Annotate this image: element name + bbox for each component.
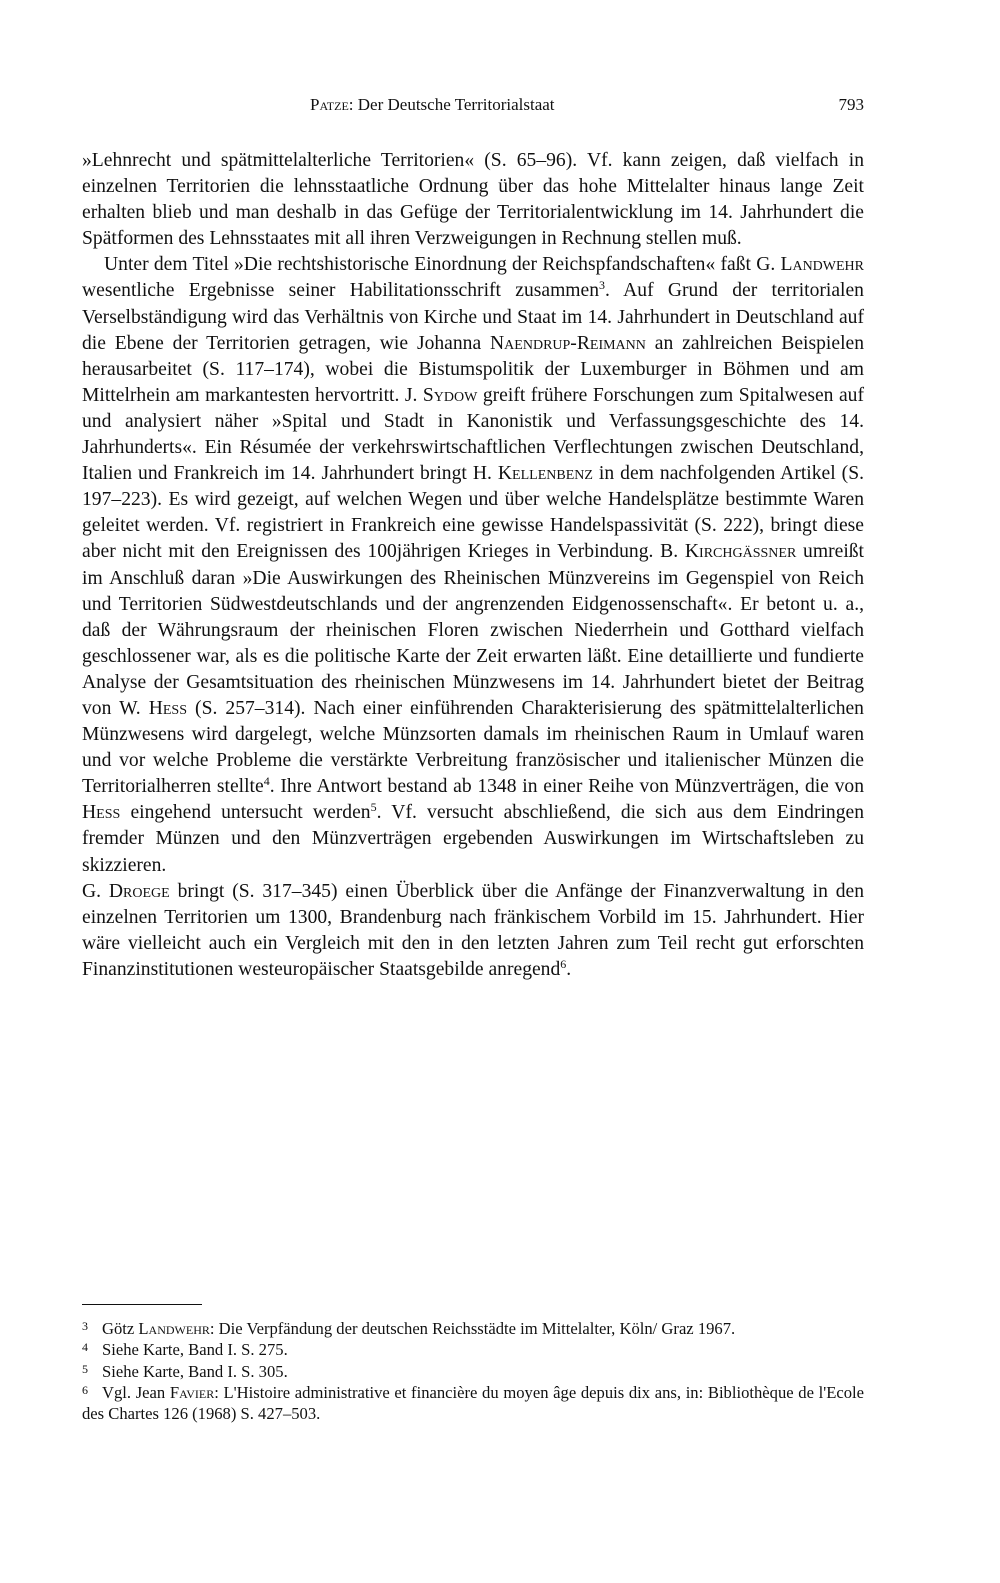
text-run: . xyxy=(566,958,572,980)
footnote-separator xyxy=(82,1304,202,1305)
footnote-5: 5 Siehe Karte, Band I. S. 305. xyxy=(82,1361,288,1381)
header-author: Patze xyxy=(310,95,349,114)
footnote-ref: 4 xyxy=(263,774,270,789)
text-run: »Lehnrecht und spätmittelalterliche Territorien« (S. 65–96). Vf. kann zeigen, daß vielfach in einzelnen Territorien die lehnsstaatliche Ordnung über das hohe Mittelalter hinaus lange Zeit erhalten blieb und man deshalb in das Gefüge der Territorialentwicklung im 14. Jahrhundert die Spätformen des Lehnsstaates mit all ihren Verzweigungen in Rechnung stellen muß. xyxy=(82,150,864,250)
author-name: Naendrup-Reimann xyxy=(490,332,646,354)
text-run: greift frühere Forschungen zum Spitalwesen auf und analysiert näher »Spital und Stadt in Kanonistik und Verfassungsgeschichte des 14. Jahrhunderts«. Ein Résumée der verkehrswirtschaftlichen Verflechtungen zwischen Deutschland, Italien und Frankreich im 14. Jahrhundert bringt H. xyxy=(82,384,865,485)
author-name: Droege xyxy=(108,880,170,902)
text-run: eingehend untersucht werden xyxy=(120,802,371,824)
author-name: Kellenbenz xyxy=(497,463,593,485)
author-name: Sydow xyxy=(422,384,478,406)
footnote-ref: 5 xyxy=(370,800,377,815)
author-name: Kirchgässner xyxy=(684,541,797,563)
text-run: . Vf. versucht abschließend, die sich aus dem Eindringen fremder Münzen und den Münzverträgen ergebenden Auswirkungen im Wirtschaftsleben zu skizzieren. xyxy=(82,802,864,876)
footnote-6: 6 Vgl. Jean Favier: L'Histoire administrative et financière du moyen âge depuis dix ans, in: Bibliothèque de l'Ecole des Chartes 126 (1968) S. 427–503. xyxy=(82,1382,864,1424)
text-run: wesentliche Ergebnisse seiner Habilitationsschrift zusammen xyxy=(82,280,600,302)
footnote-text: Vgl. Jean xyxy=(102,1382,170,1402)
author-name: Hess xyxy=(148,697,187,719)
author-name: Favier xyxy=(169,1382,215,1402)
text-run: an zahlreichen Beispielen herausarbeitet (S. 117–174), wobei die Bistumspolitik der Luxemburger in Böhmen und am Mittelrhein am markantesten hervortritt. J. xyxy=(82,332,865,406)
text-run: bringt (S. 317–345) einen Überblick über die Anfänge der Finanzverwaltung in den einzelnen Territorien um 1300, Brandenburg nach fränkischem Vorbild im 15. Jahrhundert. Hier wäre vielleicht auch ein Vergleich mit den in den letzten Jahren zum Teil recht gut erforschten Finanzinstitutionen westeuropäischer Staatsgebilde anregend xyxy=(82,880,865,980)
running-title: Patze: Der Deutsche Territorialstaat xyxy=(310,95,555,114)
text-run: . Ihre Antwort bestand ab 1348 in einer Reihe von Münzverträgen, die von xyxy=(269,776,864,798)
header-title: Der Deutsche Territorialstaat xyxy=(357,95,555,114)
paragraph-1 xyxy=(82,148,864,252)
footnote-ref: 3 xyxy=(599,278,606,293)
author-name: Hess xyxy=(82,802,121,824)
footnote-3: 3 Götz Landwehr: Die Verpfändung der deutschen Reichsstädte im Mittelalter, Köln/ Graz 1967. xyxy=(82,1319,736,1338)
paragraph-3 xyxy=(82,879,864,983)
footnote-text: : Die Verpfändung der deutschen Reichsstädte im Mittelalter, Köln/ Graz 1967. xyxy=(209,1319,736,1338)
text-run: (S. 257–314). Nach einer einführenden Charakterisierung des spätmittelalterlichen Münzwesens wird dargelegt, welche Münzsorten damals im rheinischen Raum in Umlauf waren und vor welche Probleme die verstärkte Verbreitung französischer und italienischer Münzen die Territorialherren stellte xyxy=(82,697,864,798)
text-run: umreißt im Anschluß daran »Die Auswirkungen des Rheinischen Münzvereins im Gegenspiel von Reich und Territorien Südwestdeutschlands und der angrenzenden Eidgenossenschaft«. Er betont u. a., daß der Währungsraum der rheinischen Floren zwischen Niederrhein und Gotthard vielfach geschlossener war, als es die politische Karte der Zeit erwarten läßt. Eine detaillierte und fundierte Analyse der Gesamtsituation des rheinischen Münzwesens im 14. Jahrhundert bietet der Beitrag von W. xyxy=(82,541,864,719)
footnote-4: 4 Siehe Karte, Band I. S. 275. xyxy=(82,1340,288,1360)
author-name: Landwehr xyxy=(138,1319,210,1338)
footnote-ref: 6 xyxy=(560,956,567,971)
text-run: G. xyxy=(82,880,109,902)
text-run: Unter dem Titel »Die rechtshistorische Einordnung der Reichspfandschaften« faßt G. xyxy=(104,254,781,276)
footnote-text: : L'Histoire administrative et financière du moyen âge depuis dix ans, in: Bibliothèque de l'Ecole des Chartes 126 (1968) S. 427–503. xyxy=(82,1382,864,1424)
footnote-text: Götz xyxy=(102,1319,139,1338)
paragraph-2 xyxy=(82,252,864,878)
page xyxy=(82,0,864,1583)
text-run: . Auf Grund der territorialen Verselbständigung wird das Verhältnis von Kirche und Staat im 14. Jahrhundert in Deutschland auf die Ebene der Territorien getragen, wie Johanna xyxy=(82,280,864,354)
text-run: in dem nachfolgenden Artikel (S. 197–223). Es wird gezeigt, auf welchen Wegen und über welche Handelsplätze bestimmte Waren geleitet werden. Vf. registriert in Frankreich eine gewisse Handelspassivität (S. 222), bringt diese aber nicht mit den Ereignissen des 100jährigen Krieges in Verbindung. B. xyxy=(82,463,864,563)
body-text xyxy=(82,148,864,983)
footnote-text: Siehe Karte, Band I. S. 275. xyxy=(102,1340,288,1360)
running-header xyxy=(82,95,864,123)
footnote-text: Siehe Karte, Band I. S. 305. xyxy=(102,1361,288,1381)
page-number: 793 xyxy=(838,95,864,114)
footnotes xyxy=(82,1318,864,1424)
author-name: Landwehr xyxy=(780,254,864,276)
